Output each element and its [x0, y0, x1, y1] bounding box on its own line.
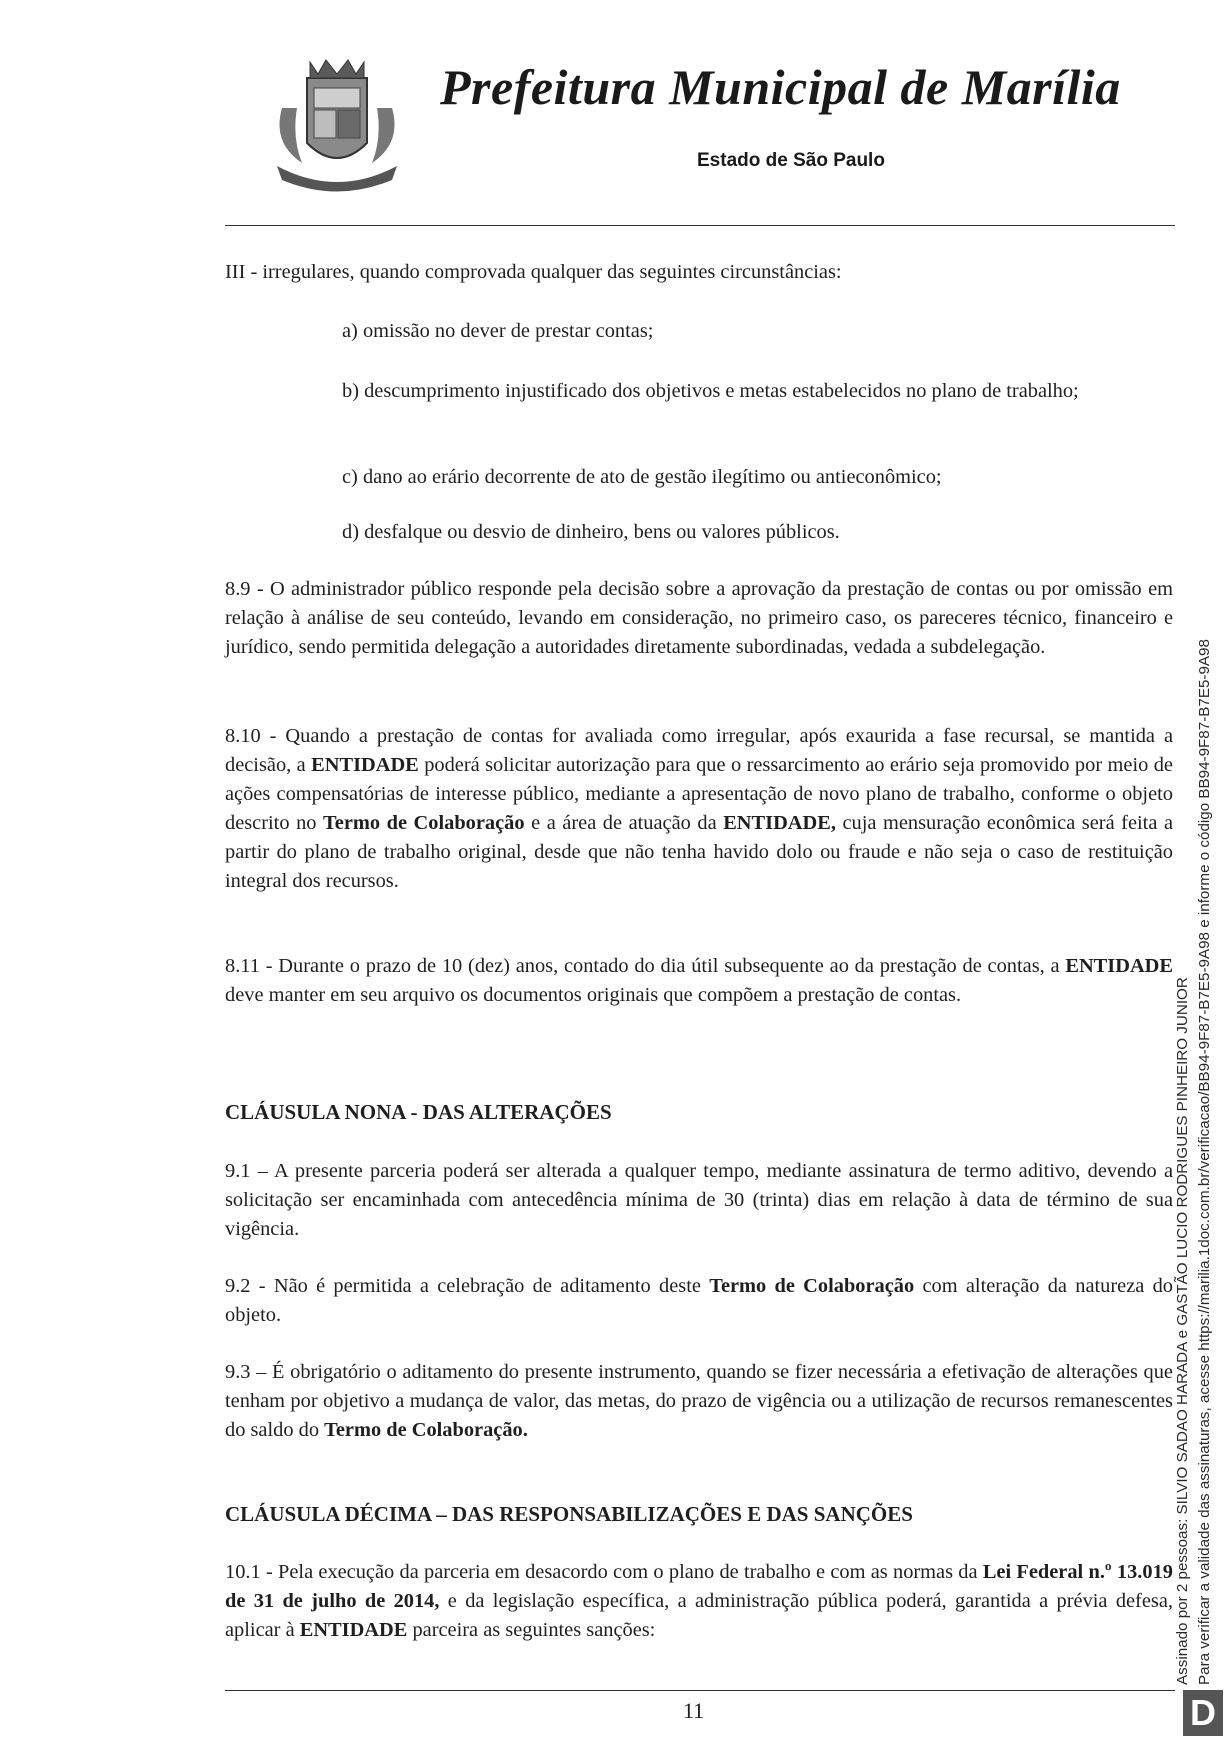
- paragraph-9-3: 9.3 – É obrigatório o aditamento do presente instrumento, quando se fizer necessária a efetivação de alterações que tenham por objetivo a mudança de valor, das metas, do prazo de vigência ou a utilização de recursos remanescentes do saldo do Termo de Colaboração.: [225, 1361, 1173, 1441]
- signature-sidebar: [1172, 639, 1216, 1685]
- paragraph-8-10: 8.10 - Quando a prestação de contas for avaliada como irregular, após exaurida a fase recursal, se mantida a decisão, a ENTIDADE poderá solicitar autorização para que o ressarcimento ao erário seja promovido por meio de ações compensatórias de interesse público, mediante a apresentação de novo plano de trabalho, conforme o objeto descrito no Termo de Colaboração e a área de atuação da ENTIDADE, cuja mensuração econômica será feita a partir do plano de trabalho original, desde que não tenha havido dolo ou fraude e não seja o caso de restituição integral dos recursos.: [225, 725, 1173, 892]
- page-title: Prefeitura Municipal de Marília: [440, 59, 1121, 115]
- municipal-crest-logo: [262, 48, 412, 198]
- paragraph-iii: III - irregulares, quando comprovada qualquer das seguintes circunstâncias:: [225, 261, 842, 283]
- 1doc-logo-icon: D: [1183, 1690, 1223, 1736]
- paragraph-10-1: 10.1 - Pela execução da parceria em desacordo com o plano de trabalho e com as normas da Lei Federal n.º 13.019 de 31 de julho de 2014, e da legislação específica, a administração pública poderá, garantida a prévia defesa, aplicar à ENTIDADE parceira as seguintes sanções:: [225, 1561, 1173, 1641]
- list-item-a: a) omissão no dever de prestar contas;: [342, 320, 654, 342]
- list-item-d: d) desfalque ou desvio de dinheiro, bens ou valores públicos.: [342, 521, 840, 543]
- section-heading-9: CLÁUSULA NONA - DAS ALTERAÇÕES: [225, 1100, 612, 1124]
- paragraph-9-2: 9.2 - Não é permitida a celebração de aditamento deste Termo de Colaboração com alteração da natureza do objeto.: [225, 1275, 1173, 1326]
- header-divider: [225, 225, 1175, 226]
- paragraph-8-9: 8.9 - O administrador público responde pela decisão sobre a aprovação da prestação de contas ou por omissão em relação à análise de seu conteúdo, levando em consideração, no primeiro caso, os pareceres técnico, financeiro e jurídico, sendo permitida delegação a autoridades diretamente subordinadas, vedada a subdelegação.: [225, 578, 1173, 658]
- paragraph-9-1: 9.1 – A presente parceria poderá ser alterada a qualquer tempo, mediante assinatura de termo aditivo, devendo a solicitação ser encaminhada com antecedência mínima de 30 (trinta) dias em relação à data de término de sua vigência.: [225, 1160, 1173, 1240]
- verification-line: Para verificar a validade das assinaturas, acesse https://marilia.1doc.com.br/verificacao/BB94-9F87-B7E5-9A98 e informe o código BB94-9F87-B7E5-9A98: [1196, 639, 1213, 1685]
- page-number: 11: [683, 1698, 705, 1723]
- page-subtitle: Estado de São Paulo: [697, 150, 885, 171]
- signature-line: Assinado por 2 pessoas: SILVIO SADAO HARADA e GASTÃO LUCIO RODRIGUES PINHEIRO JUNIOR: [1174, 977, 1191, 1685]
- list-item-c: c) dano ao erário decorrente de ato de gestão ilegítimo ou antieconômico;: [342, 466, 942, 488]
- footer-divider: [225, 1690, 1175, 1691]
- section-heading-10: CLÁUSULA DÉCIMA – DAS RESPONSABILIZAÇÕES E DAS SANÇÕES: [225, 1502, 913, 1526]
- list-item-b: b) descumprimento injustificado dos objetivos e metas estabelecidos no plano de trabalho;: [342, 380, 1079, 402]
- paragraph-8-11: 8.11 - Durante o prazo de 10 (dez) anos, contado do dia útil subsequente ao da prestação de contas, a ENTIDADE deve manter em seu arquivo os documentos originais que compõem a prestação de contas.: [225, 955, 1173, 1006]
